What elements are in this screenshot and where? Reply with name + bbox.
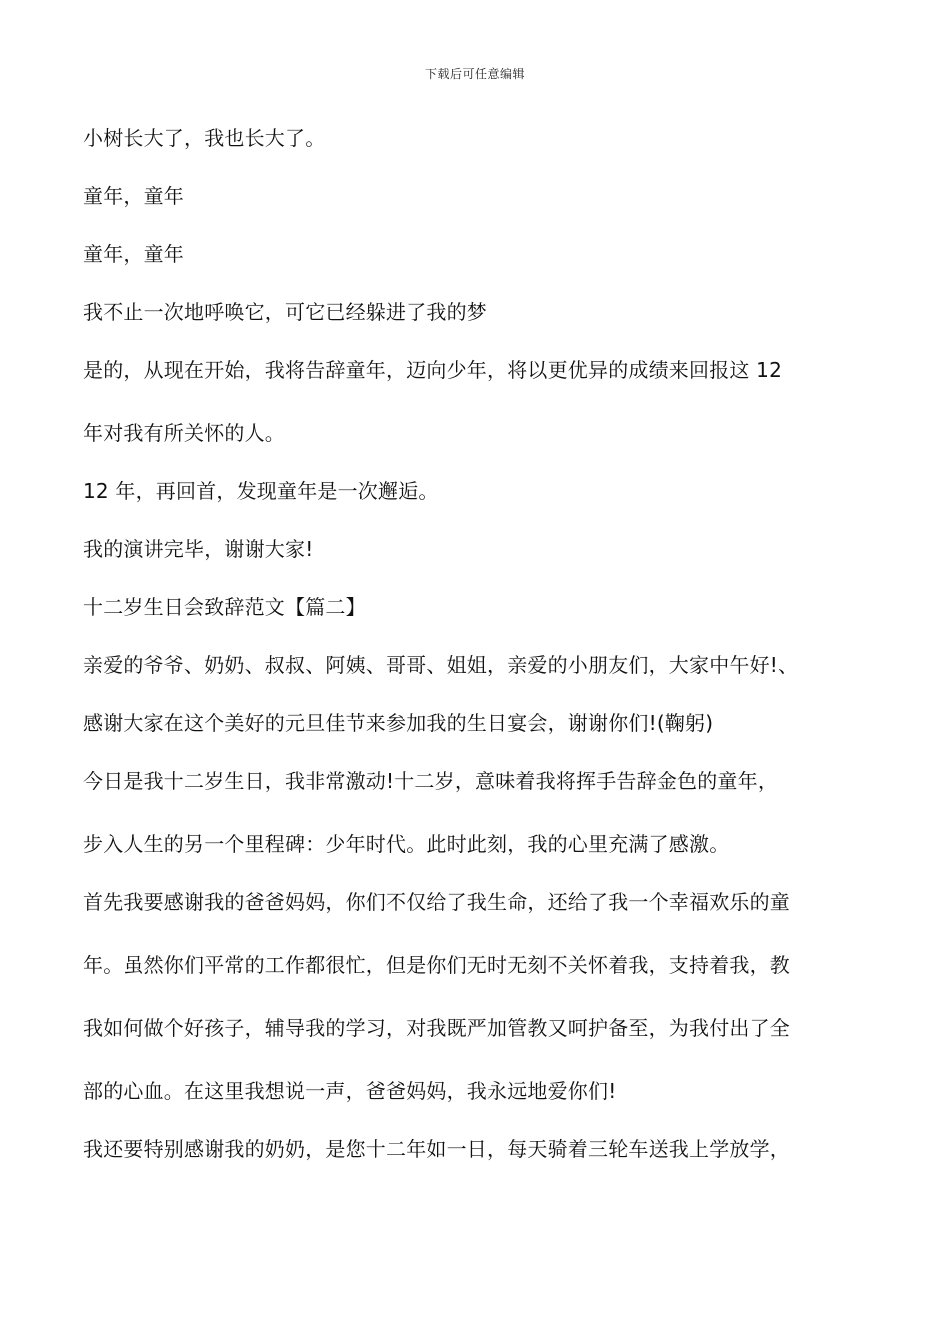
paragraph-line-8: 我的演讲完毕，谢谢大家! xyxy=(83,537,314,561)
paragraph-line-4: 我不止一次地呼唤它，可它已经躲进了我的梦 xyxy=(83,300,487,324)
paragraph-line-12: 今日是我十二岁生日，我非常激动!十二岁，意味着我将挥手告辞金色的童年， xyxy=(83,769,779,793)
paragraph-line-15: 年。虽然你们平常的工作都很忙，但是你们无时无刻不关怀着我，支持着我，教 xyxy=(83,953,790,977)
paragraph-line-16: 我如何做个好孩子，辅导我的学习，对我既严加管教又呵护备至，为我付出了全 xyxy=(83,1016,790,1040)
paragraph-line-14: 首先我要感谢我的爸爸妈妈，你们不仅给了我生命，还给了我一个幸福欢乐的童 xyxy=(83,890,790,914)
paragraph-line-18: 我还要特别感谢我的奶奶，是您十二年如一日，每天骑着三轮车送我上学放学， xyxy=(83,1137,790,1161)
paragraph-line-1: 小树长大了，我也长大了。 xyxy=(83,126,326,150)
section-heading: 十二岁生日会致辞范文【篇二】 xyxy=(83,595,366,619)
page-header: 下载后可任意编辑 xyxy=(424,67,525,81)
paragraph-line-5: 是的，从现在开始，我将告辞童年，迈向少年，将以更优异的成绩来回报这 12 xyxy=(83,358,783,382)
paragraph-line-11: 感谢大家在这个美好的元旦佳节来参加我的生日宴会，谢谢你们!(鞠躬) xyxy=(83,711,714,735)
paragraph-line-10: 亲爱的爷爷、奶奶、叔叔、阿姨、哥哥、姐姐，亲爱的小朋友们，大家中午好!、 xyxy=(83,653,799,677)
paragraph-line-3: 童年，童年 xyxy=(83,242,184,266)
paragraph-line-2: 童年，童年 xyxy=(83,184,184,208)
paragraph-line-6: 年对我有所关怀的人。 xyxy=(83,421,285,445)
paragraph-line-17: 部的心血。在这里我想说一声，爸爸妈妈，我永远地爱你们! xyxy=(83,1079,617,1103)
paragraph-line-13: 步入人生的另一个里程碑：少年时代。此时此刻，我的心里充满了感激。 xyxy=(83,832,730,856)
paragraph-line-7: 12 年，再回首，发现童年是一次邂逅。 xyxy=(83,479,439,503)
